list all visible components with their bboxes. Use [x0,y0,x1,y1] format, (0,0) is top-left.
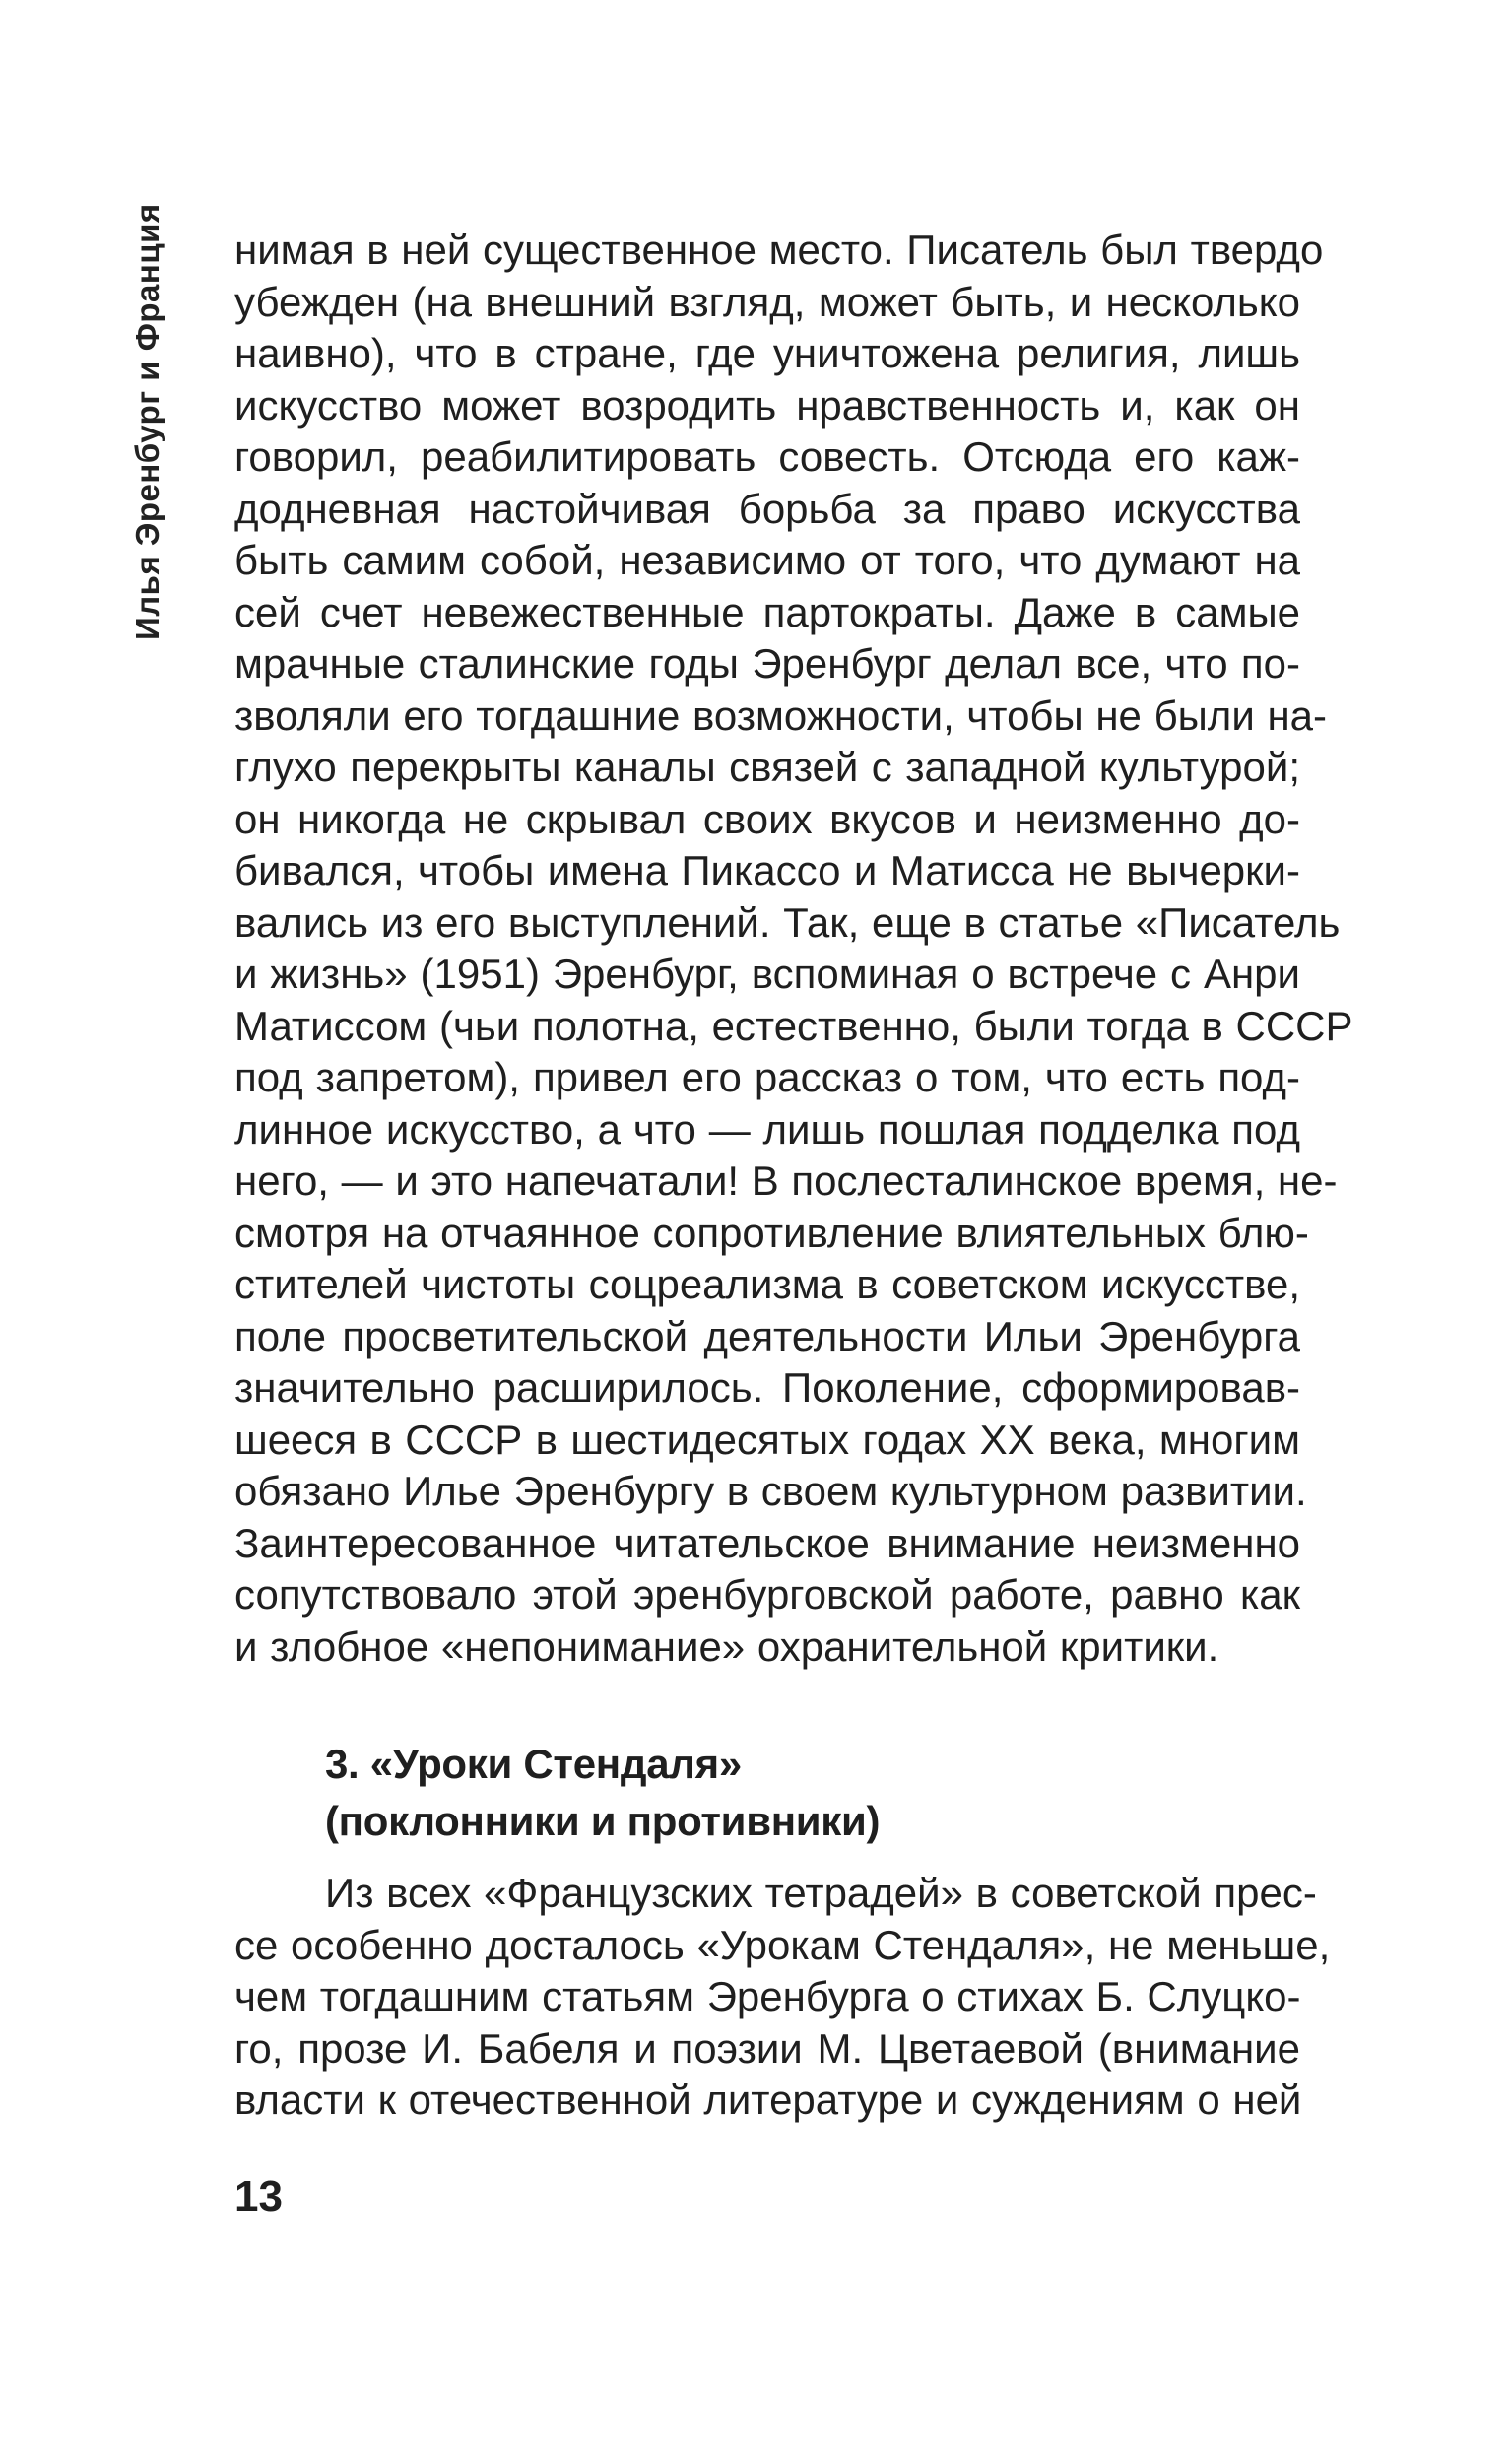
text-line: мрачные сталинские годы Эренбург делал все, что по- [234,640,1300,687]
text-line: Из всех «Французских тетрадей» в советской прес- [325,1870,1317,1916]
text-line: сопутствовало этой эренбурговской работе, равно как [234,1571,1300,1618]
text-line: значительно расширилось. Поколение, сформировав- [234,1364,1300,1411]
text-line: глухо перекрыты каналы связей с западной культурой; [234,744,1300,790]
text-line: искусство может возродить нравственность и, как он [234,381,1300,429]
section-heading-line-2: (поклонники и противники) [325,1798,881,1844]
section-heading [325,1736,1300,1850]
text-line: него, — и это напечатали! В послесталинское время, не- [234,1157,1338,1204]
text-line: под запретом), привел его рассказ о том, что есть под- [234,1054,1300,1100]
text-line: додневная настойчивая борьба за право искусства [234,485,1300,532]
text-line: вались из его выступлений. Так, еще в статье «Писатель [234,898,1341,946]
text-line: шееся в СССР в шестидесятых годах XX века, многим [234,1416,1300,1463]
text-line: зволяли его тогдашние возможности, чтобы не были на- [234,692,1327,739]
text-line: бивался, чтобы имена Пикассо и Матисса не вычерки- [234,847,1300,893]
text-line: быть самим собой, независимо от того, что думают на [234,537,1300,583]
text-line: сей счет невежественные партократы. Даже в самые [234,588,1300,635]
text-line: наивно), что в стране, где уничтожена религия, лишь [234,330,1300,376]
text-line: убежден (на внешний взгляд, может быть, и несколько [234,278,1300,325]
text-line: Заинтересованное читательское внимание неизменно [234,1519,1300,1566]
text-line: и жизнь» (1951) Эренбург, вспоминая о встрече с Анри [234,951,1300,997]
paragraph-1 [234,225,1353,1673]
text-line: обязано Илье Эренбургу в своем культурном развитии. [234,1468,1307,1514]
running-head: Илья Эренбург и Франция [129,203,165,640]
text-line: поле просветительской деятельности Ильи Эренбурга [234,1312,1300,1359]
text-line: Матиссом (чьи полотна, естественно, были тогда в СССР [234,1002,1353,1049]
text-line: смотря на отчаянное сопротивление влиятельных блю- [234,1209,1309,1256]
paragraph-2 [234,1868,1331,2127]
text-line: и злобное «непонимание» охранительной критики. [234,1622,1219,1670]
text-line: се особенно досталось «Урокам Стендаля», не меньше, [234,1921,1331,1968]
page-number: 13 [234,2172,283,2220]
page-body [234,225,1353,2127]
section-heading-line-1: 3. «Уроки Стендаля» [325,1741,742,1787]
text-line: го, прозе И. Бабеля и поэзии М. Цветаевой (внимание [234,2024,1300,2072]
text-line: чем тогдашним статьям Эренбурга о стихах Б. Слуцко- [234,1973,1301,2019]
text-line: власти к отечественной литературе и суждениям о ней [234,2077,1302,2123]
text-line: нимая в ней существенное место. Писатель был твердо [234,227,1324,273]
text-line: говорил, реабилитировать совесть. Отсюда его каж- [234,433,1300,480]
text-line: стителей чистоты соцреализма в советском искусстве, [234,1261,1300,1307]
text-line: он никогда не скрывал своих вкусов и неизменно до- [234,795,1300,842]
text-line: линное искусство, а что — лишь пошлая подделка под [234,1105,1300,1153]
